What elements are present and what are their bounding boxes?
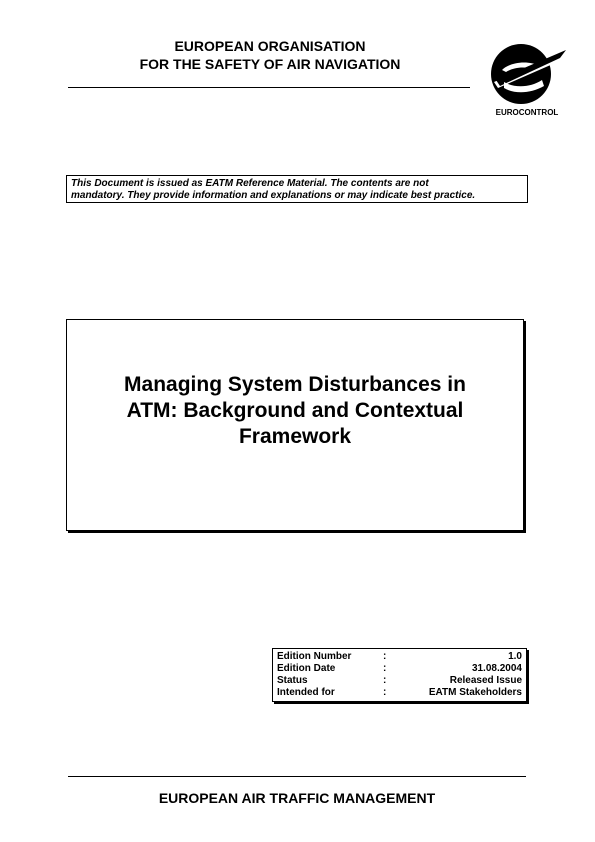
notice-line-2: mandatory. They provide information and explanations or may indicate best practice. [71,190,476,201]
edition-colon: : [383,651,387,662]
edition-row [277,687,522,699]
edition-label: Status [277,675,308,686]
edition-label: Edition Date [277,663,336,674]
edition-info-table [272,648,527,702]
edition-row [277,663,522,675]
organisation-header [80,37,460,73]
org-line-1: EUROPEAN ORGANISATION [174,38,366,54]
edition-value: 1.0 [508,651,522,662]
edition-value: Released Issue [449,675,522,686]
edition-colon: : [383,687,387,698]
edition-label: Intended for [277,687,335,698]
reference-material-notice [66,175,528,203]
document-title-box [66,319,524,531]
title-line-3: Framework [238,425,352,448]
edition-value: 31.08.2004 [471,663,522,674]
edition-value: EATM Stakeholders [428,687,522,698]
edition-colon: : [383,675,387,686]
title-line-1: Managing System Disturbances in [124,373,466,396]
edition-row [277,675,522,687]
notice-line-1: This Document is issued as EATM Reference Material. The contents are not [71,178,429,189]
footer-divider [68,776,526,777]
org-line-2: FOR THE SAFETY OF AIR NAVIGATION [139,56,401,72]
header-divider [68,87,470,88]
edition-row [277,651,522,663]
edition-label: Edition Number [277,651,352,662]
logo-wordmark: EUROCONTROL [495,108,559,117]
title-line-2: ATM: Background and Contextual [126,399,464,422]
document-title [67,372,523,450]
footer-title: EUROPEAN AIR TRAFFIC MANAGEMENT [158,790,436,806]
edition-colon: : [383,663,387,674]
